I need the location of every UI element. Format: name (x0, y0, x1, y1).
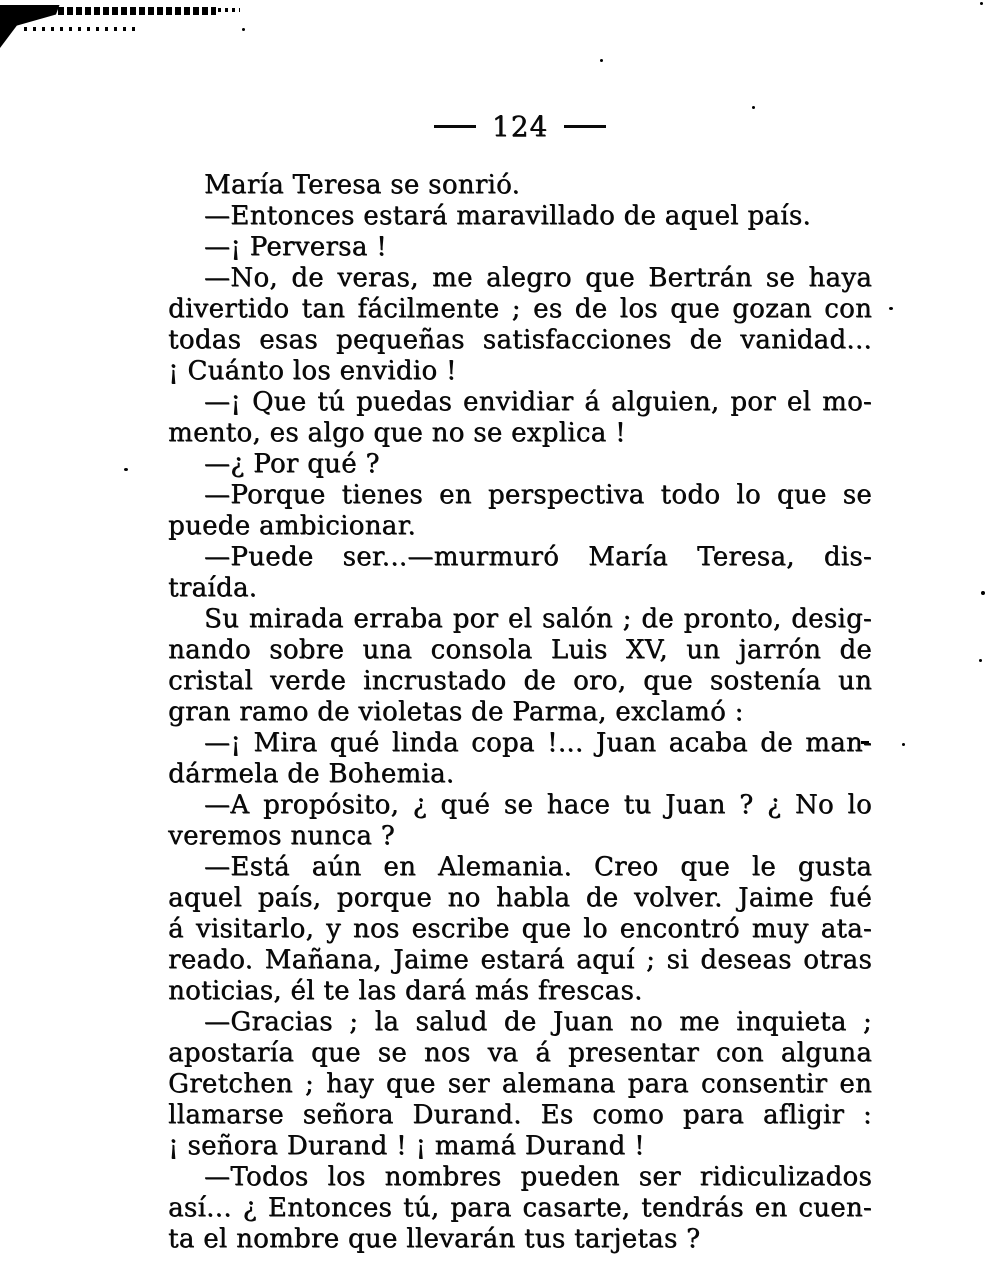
text-line: aquel país, porque no habla de volver. Jaime fué (168, 883, 872, 913)
text-line: ta el nombre que llevarán tus tarjetas ? (168, 1224, 701, 1254)
text-line: —Porque tienes en perspectiva todo lo que se (204, 480, 872, 510)
text-line: veremos nunca ? (168, 821, 395, 851)
text-line: —¡ Mira qué linda copa !... Juan acaba de man- (204, 728, 872, 758)
scan-speck (124, 468, 128, 471)
scan-speck (979, 659, 982, 662)
scan-speck (242, 28, 245, 31)
text-line: apostaría que se nos va á presentar con alguna (168, 1038, 872, 1068)
scan-speck (980, 2, 983, 5)
paragraph (168, 263, 872, 387)
scan-speck (600, 59, 603, 62)
text-line: llamarse señora Durand. Es como para afligir : (168, 1100, 872, 1130)
text-line: —Todos los nombres pueden ser ridiculizados (204, 1162, 872, 1192)
text-line: —Está aún en Alemania. Creo que le gusta (204, 852, 872, 882)
text-line: á visitarlo, y nos escribe que lo encontró muy ata- (168, 914, 872, 944)
paragraph (168, 1162, 872, 1255)
text-line: Gretchen ; hay que ser alemana para consentir en (168, 1069, 872, 1099)
text-line: reado. Mañana, Jaime estará aquí ; si deseas otras (168, 945, 872, 975)
text-line: —Gracias ; la salud de Juan no me inquieta ; (204, 1007, 872, 1037)
scan-speck (889, 307, 893, 310)
scan-artifact-under-dots (24, 27, 136, 31)
text-line: —A propósito, ¿ qué se hace tu Juan ? ¿ No lo (204, 790, 872, 820)
header-right-dash-icon (564, 125, 606, 128)
text-line: —No, de veras, me alegro que Bertrán se haya (204, 263, 872, 293)
scan-artifact-dash-tail (218, 8, 240, 12)
text-line: —¡ Que tú puedas envidiar á alguien, por el mo- (204, 387, 872, 417)
paragraph (168, 232, 872, 263)
text-line: —¿ Por qué ? (204, 449, 380, 479)
paragraph (168, 604, 872, 728)
paragraph (168, 480, 872, 542)
scan-speck (981, 591, 985, 595)
scan-artifact-dash-line (58, 7, 216, 15)
text-line: así... ¿ Entonces tú, para casarte, tendrás en cuen- (168, 1193, 872, 1223)
text-line: mento, es algo que no se explica ! (168, 418, 626, 448)
scan-speck (902, 743, 905, 746)
scan-speck (752, 106, 755, 109)
text-line: nando sobre una consola Luis XV, un jarrón de (168, 635, 872, 665)
text-line: —¡ Perversa ! (204, 232, 387, 262)
text-line: gran ramo de violetas de Parma, exclamó : (168, 697, 744, 727)
text-line: ¡ señora Durand ! ¡ mamá Durand ! (168, 1131, 645, 1161)
text-line: —Entonces estará maravillado de aquel país. (204, 201, 811, 231)
page-number: 124 (491, 110, 549, 143)
text-line: puede ambicionar. (168, 511, 416, 541)
text-line: cristal verde incrustado de oro, que sostenía un (168, 666, 872, 696)
text-line: traída. (168, 573, 258, 603)
text-line: María Teresa se sonrió. (204, 170, 521, 200)
text-line: todas esas pequeñas satisfacciones de vanidad... (168, 325, 872, 355)
text-line: noticias, él te las dará más frescas. (168, 976, 643, 1006)
paragraph (168, 201, 872, 232)
text-block (168, 170, 872, 1255)
text-line: divertido tan fácilmente ; es de los que gozan con (168, 294, 872, 324)
paragraph (168, 449, 872, 480)
paragraph (168, 790, 872, 852)
paragraph (168, 1007, 872, 1162)
paragraph (168, 852, 872, 1007)
text-line: —Puede ser...—murmuró María Teresa, dis- (204, 542, 872, 572)
text-line: Su mirada erraba por el salón ; de pronto, desig- (204, 604, 872, 634)
text-line: dármela de Bohemia. (168, 759, 455, 789)
paragraph (168, 542, 872, 604)
paragraph (168, 387, 872, 449)
header-left-dash-icon (434, 125, 476, 128)
paragraph (168, 170, 872, 201)
paragraph (168, 728, 872, 790)
page-number-header (168, 110, 872, 143)
text-line: ¡ Cuánto los envidio ! (168, 356, 457, 386)
